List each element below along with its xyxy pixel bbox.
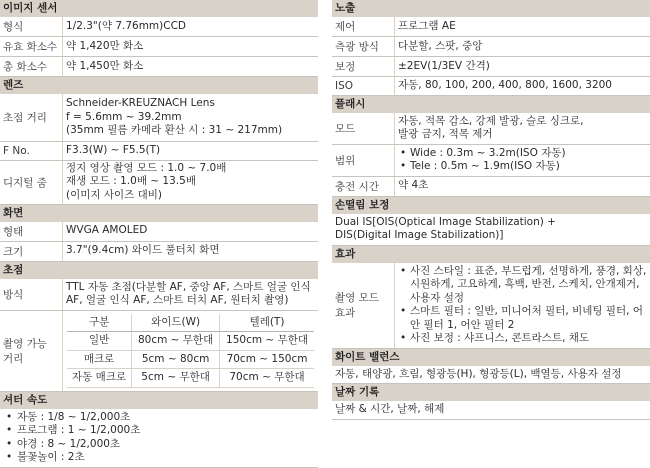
spec-row: [332, 263, 650, 349]
list-item: • 스마트 필터 : 일반, 미니어처 필터, 비네팅 필터, 어안 필터 1, 어안 필터 2: [398, 305, 647, 332]
spec-line: Schneider-KREUZNACH Lens: [66, 97, 215, 110]
spec-row: [332, 77, 650, 96]
spec-row: [0, 222, 318, 242]
spec-row: [0, 279, 318, 311]
spec-line: 자동, 적목 감소, 강제 발광, 슬로 싱크로,: [398, 114, 584, 127]
spec-row: [332, 17, 650, 37]
list-item: • 사진 보정 : 샤프니스, 콘트라스트, 채도: [398, 332, 647, 346]
list-item: • 불꽃놀이 : 2초: [3, 451, 315, 465]
table-row: [67, 350, 314, 369]
spec-value: ±2EV(1/3EV 간격): [394, 57, 650, 76]
spec-value: [62, 94, 318, 141]
table-header-cell: 텔레(T): [220, 314, 314, 332]
section-header-stabilization: 손떨림 보정: [332, 197, 650, 214]
spec-label: 크기: [3, 245, 24, 258]
spec-row: [0, 17, 318, 37]
spec-value: 프로그램 AE: [394, 17, 650, 36]
section-header-display: 화면: [0, 205, 318, 222]
spec-row: [0, 142, 318, 161]
spec-label: F No.: [3, 144, 30, 157]
spec-label: 형태: [3, 225, 24, 238]
spec-label: ISO: [335, 79, 354, 92]
spec-label: 충전 시간: [335, 180, 379, 193]
spec-label: 측광 방식: [335, 41, 379, 53]
spec-label: 촬영 가능 거리: [3, 337, 47, 365]
spec-value: 자동, 80, 100, 200, 400, 800, 1600, 3200: [394, 77, 650, 95]
table-cell: 70cm ~ 무한대: [220, 369, 314, 388]
spec-row: [0, 161, 318, 205]
spec-line: Dual IS[OIS(Optical Image Stabilization) +: [335, 215, 556, 228]
spec-label: 총 화소수: [3, 61, 47, 73]
table-header-row: [67, 314, 314, 332]
stabilization-text: [332, 214, 650, 246]
spec-label: 모드: [335, 122, 356, 135]
spec-value: WVGA AMOLED: [62, 222, 318, 241]
spec-row: [332, 177, 650, 197]
table-row: [67, 369, 314, 388]
spec-value: [394, 145, 650, 176]
spec-row: [332, 113, 650, 145]
spec-value: 약 1,420만 화소: [62, 37, 318, 56]
spec-label: 형식: [3, 21, 24, 33]
list-item: • Wide : 0.3m ~ 3.2m(ISO 자동): [398, 147, 647, 161]
spec-line: 재생 모드 : 1.0배 ~ 13.5배: [66, 175, 196, 188]
table-cell: 80cm ~ 무한대: [132, 332, 220, 351]
spec-row: [332, 37, 650, 57]
section-header-exposure: 노출: [332, 0, 650, 17]
shutter-list: [0, 409, 318, 468]
spec-line: TTL 자동 초점(다분할 AF, 중앙 AF, 스마트 얼굴 인식: [66, 280, 311, 293]
spec-label: 범위: [335, 154, 356, 167]
table-header-cell: 와이드(W): [132, 314, 220, 332]
table-cell: 5cm ~ 80cm: [132, 350, 220, 369]
table-cell: 5cm ~ 무한대: [132, 369, 220, 388]
spec-label: 유효 화소수: [3, 41, 58, 53]
white-balance-text: 자동, 태양광, 흐림, 형광등(H), 형광등(L), 백열등, 사용자 설정: [332, 366, 650, 385]
table-row: [67, 332, 314, 351]
spec-row: [0, 57, 318, 77]
spec-row: [0, 242, 318, 262]
spec-line: AF, 얼굴 인식 AF, 스마트 터치 AF, 원터치 촬영): [66, 294, 289, 306]
list-item: • 사진 스타일 : 표준, 부드럽게, 선명하게, 풍경, 회상, 시원하게, 고요하게, 흑백, 반전, 스케치, 안개제거, 사용자 설정: [398, 265, 647, 306]
spec-value: 1/2.3"(약 7.76mm)CCD: [62, 17, 318, 36]
spec-line: f = 5.6mm ~ 39.2mm: [66, 110, 182, 123]
list-item: • 야경 : 8 ~ 1/2,000초: [3, 438, 315, 452]
spec-label: 초점 거리: [3, 112, 47, 124]
spec-value: 다분할, 스팟, 중앙: [394, 37, 650, 56]
spec-value: 약 1,450만 화소: [62, 57, 318, 76]
spec-label: 디지털 줌: [3, 176, 47, 189]
section-header-date: 날짜 기록: [332, 384, 650, 401]
spec-value: 3.7"(9.4cm) 와이드 풀터치 화면: [62, 242, 318, 261]
section-header-white-balance: 화이트 밸런스: [332, 349, 650, 366]
spec-value: [62, 279, 318, 310]
spec-line: 발광 금지, 적목 제거: [398, 128, 493, 140]
spec-line: (35mm 필름 카메라 환산 시 : 31 ~ 217mm): [66, 124, 283, 137]
spec-line: DIS(Digital Image Stabilization)]: [335, 229, 504, 241]
spec-row: [0, 311, 318, 392]
list-item: • 자동 : 1/8 ~ 1/2,000초: [3, 411, 315, 425]
right-column: [332, 0, 650, 420]
table-cell: 70cm ~ 150cm: [220, 350, 314, 369]
spec-value: 약 4초: [394, 177, 650, 196]
spec-label: 보정: [335, 61, 356, 73]
spec-row: [332, 145, 650, 177]
date-text: 날짜 & 시간, 날짜, 해제: [332, 401, 650, 420]
table-cell: 일반: [67, 332, 132, 351]
spec-value: [62, 161, 318, 204]
section-header-effects: 효과: [332, 246, 650, 263]
spec-label: 방식: [3, 288, 24, 301]
spec-row: [332, 57, 650, 77]
section-header-lens: 렌즈: [0, 77, 318, 94]
section-header-shutter: 셔터 속도: [0, 392, 318, 409]
spec-label-line: 효과: [335, 307, 356, 319]
left-column: [0, 0, 318, 468]
spec-label: 제어: [335, 21, 356, 33]
spec-line: (이미지 사이즈 대비): [66, 188, 163, 201]
spec-label-line: 촬영 모드: [335, 292, 379, 304]
section-header-image-sensor: 이미지 센서: [0, 0, 318, 17]
section-header-flash: 플래시: [332, 96, 650, 113]
list-item: • Tele : 0.5m ~ 1.9m(ISO 자동): [398, 160, 647, 174]
table-cell: 150cm ~ 무한대: [220, 332, 314, 351]
spec-row: [0, 94, 318, 142]
list-item: • 프로그램 : 1 ~ 1/2,000초: [3, 424, 315, 438]
spec-line: 정지 영상 촬영 모드 : 1.0 ~ 7.0배: [66, 161, 227, 174]
table-cell: 자동 매크로: [67, 369, 132, 388]
spec-value: [394, 263, 650, 348]
spec-value: [394, 113, 650, 144]
spec-value: F3.3(W) ~ F5.5(T): [62, 142, 318, 160]
focus-range-table: [67, 314, 314, 388]
spec-label: [332, 263, 394, 348]
focus-range-cell: [62, 311, 318, 391]
section-header-focus: 초점: [0, 262, 318, 279]
table-cell: 매크로: [67, 350, 132, 369]
table-header-cell: 구분: [67, 314, 132, 332]
spec-row: [0, 37, 318, 57]
